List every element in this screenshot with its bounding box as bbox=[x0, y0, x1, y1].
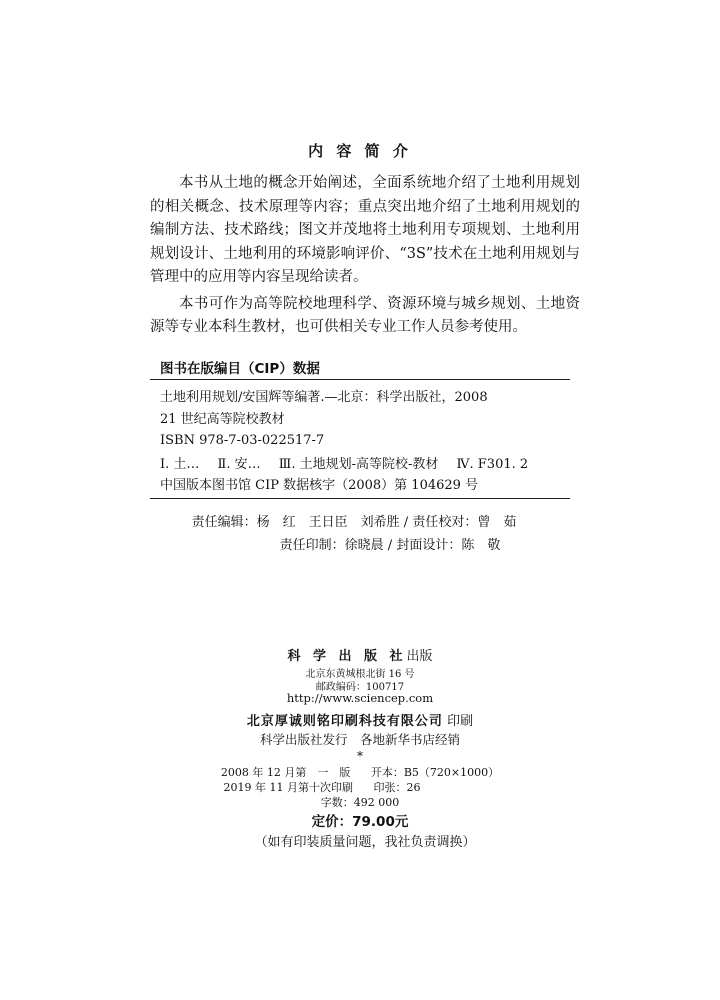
edition-sheets: 印张：26 bbox=[373, 781, 421, 794]
printer-name: 北京厚诚则铭印刷科技有限公司 bbox=[246, 714, 443, 729]
summary-section bbox=[150, 172, 580, 343]
cip-top-rule bbox=[150, 379, 570, 380]
edition-format: 开本：B5（720×1000） bbox=[370, 766, 500, 779]
summary-heading: 内 容 简 介 bbox=[308, 142, 412, 160]
cip-record-line: 土地利用规划/安国辉等编著.—北京：科学出版社，2008 bbox=[160, 390, 488, 405]
cip-record bbox=[160, 387, 570, 497]
publisher-suffix: 出版 bbox=[406, 649, 433, 664]
separator-star: * bbox=[357, 749, 363, 763]
cip-series: 21 世纪高等院校教材 bbox=[160, 411, 285, 427]
cip-isbn: ISBN 978-7-03-022517-7 bbox=[160, 433, 325, 448]
printing-line bbox=[0, 779, 682, 795]
printer-suffix: 印刷 bbox=[447, 714, 474, 729]
price: 定价：79.00元 bbox=[311, 814, 409, 830]
cip-bottom-rule bbox=[150, 498, 570, 499]
cip-number: 中国版本图书馆 CIP 数据核字（2008）第 104629 号 bbox=[160, 478, 479, 493]
summary-paragraph: 本书可作为高等院校地理科学、资源环境与城乡规划、土地资源等专业本科生教材，也可供相关专业工作人员参考使用。 bbox=[150, 295, 580, 335]
publisher-postcode: 邮政编码：100717 bbox=[315, 682, 405, 693]
cip-classification bbox=[160, 454, 570, 476]
edition-printing: 2019 年 11 月第十次印刷 bbox=[223, 781, 353, 794]
editors-line-2: 责任印制：徐晓晨 / 封面设计：陈 敬 bbox=[279, 538, 501, 553]
cip-class-item: Ⅰ. 土… bbox=[160, 456, 200, 472]
cip-class-item: Ⅳ. F301. 2 bbox=[456, 456, 529, 472]
publisher-name: 科 学 出 版 社 bbox=[287, 649, 407, 664]
cip-class-item: Ⅲ. 土地规划-高等院校-教材 bbox=[278, 456, 439, 472]
edition-words: 字数：492 000 bbox=[320, 796, 400, 809]
edition-line bbox=[0, 764, 720, 780]
quality-note: （如有印装质量问题，我社负责调换） bbox=[254, 835, 476, 850]
publisher-url: http://www.sciencep.com bbox=[286, 691, 434, 705]
summary-paragraph: 本书从土地的概念开始阐述，全面系统地介绍了土地利用规划的相关概念、技术原理等内容；重点突出地介绍了土地利用规划的编制方法、技术路线；图文并茂地将土地利用专项规划、土地利用规划设计、土地利用的环境影响评价、“3S”技术在土地利用规划与管理中的应用等内容呈现给读者。 bbox=[150, 175, 580, 285]
editors-line-1: 责任编辑：杨 红 王日臣 刘希胜 / 责任校对：曾 茹 bbox=[191, 515, 517, 530]
edition-first: 2008 年 12 月第 一 版 bbox=[220, 766, 351, 779]
cip-class-item: Ⅱ. 安… bbox=[217, 456, 261, 472]
publisher-address: 北京东黄城根北街 16 号 bbox=[305, 669, 415, 680]
cip-title: 图书在版编目（CIP）数据 bbox=[160, 361, 320, 377]
printer-line bbox=[0, 710, 720, 729]
publisher-line bbox=[0, 645, 720, 664]
distribution-line: 科学出版社发行 各地新华书店经销 bbox=[259, 732, 460, 747]
